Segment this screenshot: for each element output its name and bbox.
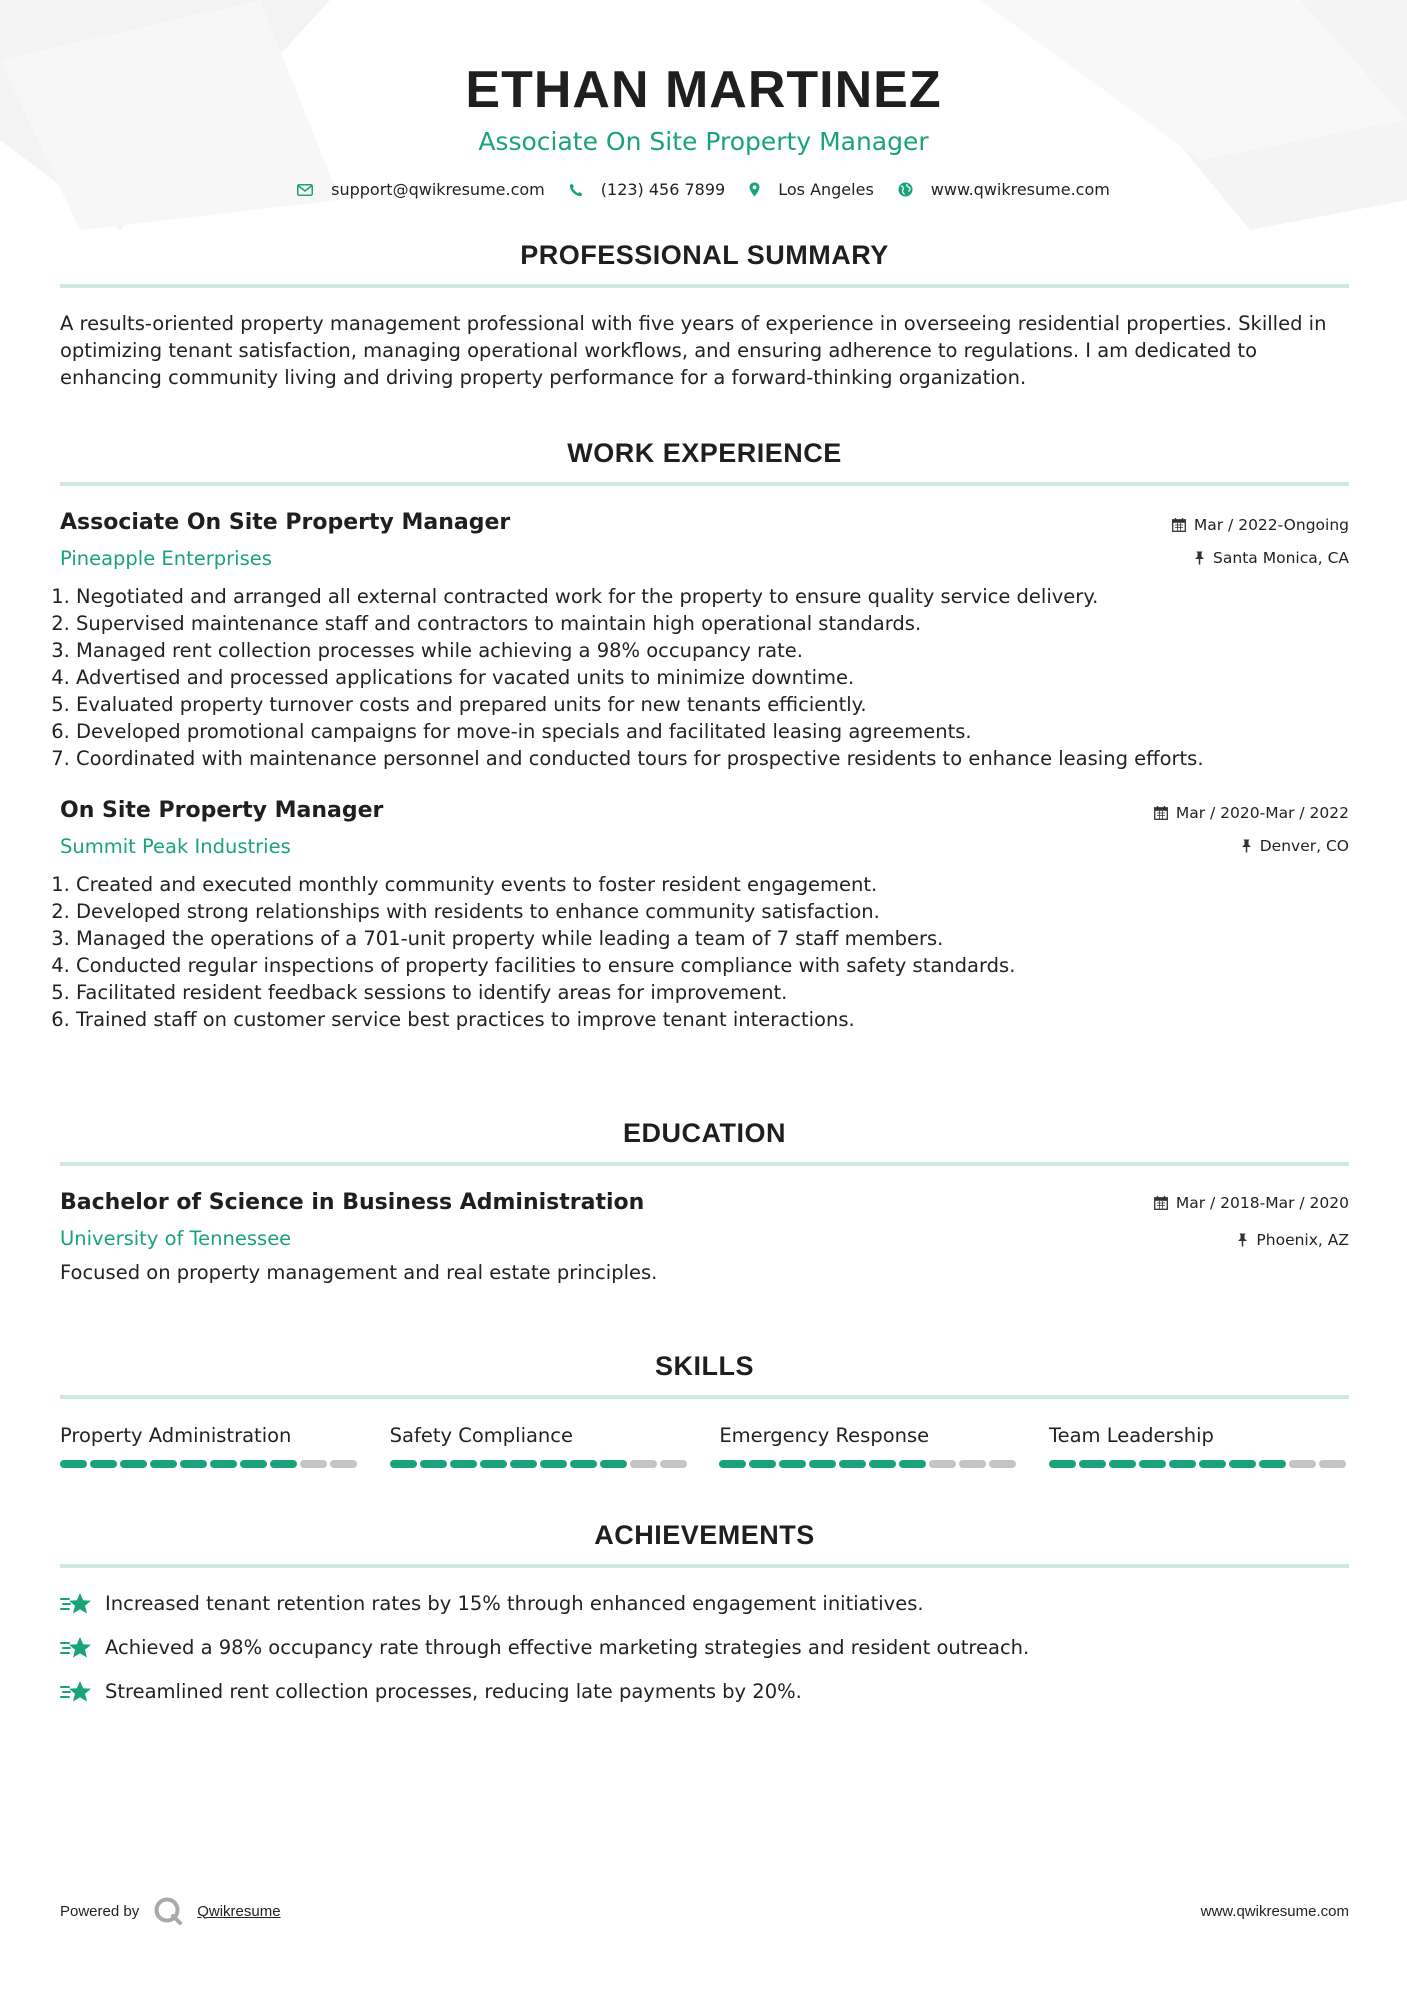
skill-segment-filled	[1139, 1460, 1166, 1468]
experience-section	[60, 436, 1349, 1033]
pushpin-icon	[1237, 1233, 1248, 1247]
job-location	[1172, 547, 1349, 569]
map-pin-icon	[749, 182, 760, 197]
skill-segment-filled	[1199, 1460, 1226, 1468]
education-entry	[60, 1188, 1349, 1286]
website-text: www.qwikresume.com	[930, 180, 1110, 199]
achievements-heading: ACHIEVEMENTS	[594, 1520, 815, 1550]
job-location-text: Denver, CO	[1259, 837, 1349, 855]
job-company: Summit Peak Industries	[60, 835, 291, 858]
education-description: Focused on property management and real estate principles.	[60, 1261, 658, 1284]
list-item: 2. Developed strong relationships with residents to enhance community satisfaction.	[76, 898, 1349, 925]
skill-segment-filled	[540, 1460, 567, 1468]
section-divider	[60, 1395, 1349, 1399]
skill-segment-filled	[749, 1460, 776, 1468]
list-item: 1. Created and executed monthly community events to foster resident engagement.	[76, 871, 1349, 898]
skill-segment-filled	[1109, 1460, 1136, 1468]
skill-segment-empty	[300, 1460, 327, 1468]
section-divider	[60, 482, 1349, 486]
skills-list	[60, 1423, 1349, 1468]
skill-segment-filled	[210, 1460, 237, 1468]
skill-segment-filled	[1229, 1460, 1256, 1468]
education-meta	[1154, 1192, 1349, 1251]
contact-email[interactable]	[297, 180, 545, 199]
contact-website[interactable]	[898, 180, 1110, 199]
skill-segment-filled	[420, 1460, 447, 1468]
skill-segment-filled	[480, 1460, 507, 1468]
contact-bar	[0, 180, 1407, 199]
education-heading: EDUCATION	[623, 1118, 786, 1148]
powered-by	[60, 1896, 281, 1926]
section-divider	[60, 284, 1349, 288]
skill-segment-filled	[869, 1460, 896, 1468]
skill-segment-filled	[1049, 1460, 1076, 1468]
achievement-item	[60, 1634, 1349, 1661]
job-company: Pineapple Enterprises	[60, 547, 272, 570]
list-item: 3. Managed the operations of a 701-unit property while leading a team of 7 staff members.	[76, 925, 1349, 952]
brand-link[interactable]: Qwikresume	[197, 1902, 281, 1920]
skill-level-bar	[719, 1460, 1019, 1468]
list-item: 3. Managed rent collection processes while achieving a 98% occupancy rate.	[76, 637, 1349, 664]
achievement-text: Streamlined rent collection processes, reducing late payments by 20%.	[105, 1680, 802, 1703]
skill-segment-empty	[1319, 1460, 1346, 1468]
skill-segment-empty	[929, 1460, 956, 1468]
summary-heading: PROFESSIONAL SUMMARY	[520, 240, 889, 270]
calendar-icon	[1154, 806, 1168, 820]
list-item: 1. Negotiated and arranged all external contracted work for the property to ensure quality service delivery.	[76, 583, 1349, 610]
skill-item	[1049, 1423, 1349, 1468]
skill-segment-filled	[60, 1460, 87, 1468]
calendar-icon	[1172, 518, 1186, 532]
section-divider	[60, 1162, 1349, 1166]
star-icon	[60, 1635, 93, 1661]
education-location-text: Phoenix, AZ	[1256, 1231, 1349, 1249]
skill-segment-filled	[779, 1460, 806, 1468]
education-location	[1154, 1229, 1349, 1251]
degree-title: Bachelor of Science in Business Administration	[60, 1190, 645, 1215]
contact-location	[749, 180, 874, 199]
list-item: 6. Trained staff on customer service best practices to improve tenant interactions.	[76, 1006, 1349, 1033]
skill-segment-filled	[1259, 1460, 1286, 1468]
candidate-name: ETHAN MARTINEZ	[465, 61, 942, 119]
skill-segment-empty	[330, 1460, 357, 1468]
summary-section	[60, 238, 1349, 391]
skill-level-bar	[1049, 1460, 1349, 1468]
skill-segment-filled	[1079, 1460, 1106, 1468]
skill-segment-empty	[1289, 1460, 1316, 1468]
pushpin-icon	[1241, 839, 1252, 853]
skills-section	[60, 1349, 1349, 1468]
education-dates-text: Mar / 2018-Mar / 2020	[1175, 1194, 1349, 1212]
list-item: 4. Advertised and processed applications for vacated units to minimize downtime.	[76, 664, 1349, 691]
skill-segment-empty	[630, 1460, 657, 1468]
achievement-item	[60, 1678, 1349, 1705]
job-entry	[60, 508, 1349, 772]
skill-name: Property Administration	[60, 1424, 292, 1447]
skill-segment-filled	[240, 1460, 267, 1468]
skill-segment-filled	[839, 1460, 866, 1468]
star-icon	[60, 1591, 93, 1617]
contact-phone[interactable]	[569, 180, 725, 199]
envelope-icon	[297, 184, 313, 196]
job-dates-text: Mar / 2020-Mar / 2022	[1175, 804, 1349, 822]
qwikresume-logo-icon	[153, 1896, 183, 1926]
job-meta	[1154, 802, 1349, 857]
skill-segment-filled	[390, 1460, 417, 1468]
job-title: On Site Property Manager	[60, 798, 384, 823]
list-item: 7. Coordinated with maintenance personnel and conducted tours for prospective residents to enhance leasing efforts.	[76, 745, 1349, 772]
job-location-text: Santa Monica, CA	[1213, 549, 1349, 567]
skill-segment-filled	[150, 1460, 177, 1468]
summary-text: A results-oriented property management professional with five years of experience in overseeing residential properties. Skilled in optimizing tenant satisfaction, managing operational workflows, and ensuring adherence to regulations. I am dedicated to enhancing community living and driving property performance for a forward-thinking organization.	[60, 312, 1327, 389]
skill-segment-filled	[510, 1460, 537, 1468]
school-name: University of Tennessee	[60, 1227, 292, 1250]
skill-item	[719, 1423, 1019, 1468]
skill-segment-filled	[809, 1460, 836, 1468]
job-responsibilities	[52, 871, 1349, 1033]
skill-segment-filled	[570, 1460, 597, 1468]
achievement-item	[60, 1590, 1349, 1617]
skill-item	[60, 1423, 360, 1468]
skill-segment-empty	[660, 1460, 687, 1468]
list-item: 2. Supervised maintenance staff and contractors to maintain high operational standards.	[76, 610, 1349, 637]
skill-name: Safety Compliance	[389, 1424, 574, 1447]
list-item: 6. Developed promotional campaigns for move-in specials and facilitated leasing agreements.	[76, 718, 1349, 745]
achievements-list	[60, 1590, 1349, 1705]
location-text: Los Angeles	[778, 180, 874, 199]
skill-segment-filled	[600, 1460, 627, 1468]
job-meta	[1172, 514, 1349, 569]
list-item: 4. Conducted regular inspections of property facilities to ensure compliance with safety standards.	[76, 952, 1349, 979]
achievement-text: Increased tenant retention rates by 15% through enhanced engagement initiatives.	[105, 1592, 924, 1615]
job-dates-text: Mar / 2022-Ongoing	[1193, 516, 1349, 534]
globe-icon	[898, 182, 913, 197]
skill-segment-filled	[899, 1460, 926, 1468]
skills-heading: SKILLS	[654, 1351, 754, 1381]
section-divider	[60, 1564, 1349, 1568]
skill-level-bar	[390, 1460, 690, 1468]
calendar-icon	[1154, 1196, 1168, 1210]
job-title: Associate On Site Property Manager	[60, 510, 511, 535]
resume-header	[0, 0, 1407, 199]
phone-text: (123) 456 7899	[600, 180, 726, 199]
job-entry	[60, 796, 1349, 1033]
job-location	[1154, 835, 1349, 857]
skill-name: Team Leadership	[1048, 1424, 1214, 1447]
skill-segment-filled	[719, 1460, 746, 1468]
job-dates	[1172, 514, 1349, 536]
list-item: 5. Evaluated property turnover costs and prepared units for new tenants efficiently.	[76, 691, 1349, 718]
achievement-text: Achieved a 98% occupancy rate through effective marketing strategies and resident outreach.	[105, 1636, 1030, 1659]
job-dates	[1154, 802, 1349, 824]
skill-segment-filled	[270, 1460, 297, 1468]
skill-segment-filled	[90, 1460, 117, 1468]
skill-name: Emergency Response	[719, 1424, 930, 1447]
education-dates	[1154, 1192, 1349, 1214]
skill-segment-empty	[989, 1460, 1016, 1468]
list-item: 5. Facilitated resident feedback sessions to identify areas for improvement.	[76, 979, 1349, 1006]
job-responsibilities	[52, 583, 1349, 772]
candidate-title: Associate On Site Property Manager	[478, 127, 929, 156]
skill-level-bar	[60, 1460, 360, 1468]
skill-segment-filled	[450, 1460, 477, 1468]
skill-segment-filled	[180, 1460, 207, 1468]
page-footer	[60, 1896, 1349, 1926]
education-section	[60, 1116, 1349, 1286]
skill-segment-filled	[1169, 1460, 1196, 1468]
phone-icon	[569, 183, 583, 197]
achievements-section	[60, 1518, 1349, 1705]
powered-by-label: Powered by	[60, 1902, 140, 1920]
skill-item	[390, 1423, 690, 1468]
pushpin-icon	[1194, 551, 1205, 565]
experience-heading: WORK EXPERIENCE	[567, 438, 842, 468]
skill-segment-empty	[959, 1460, 986, 1468]
star-icon	[60, 1679, 93, 1705]
footer-website[interactable]: www.qwikresume.com	[1200, 1902, 1349, 1920]
email-text: support@qwikresume.com	[331, 180, 545, 199]
skill-segment-filled	[120, 1460, 147, 1468]
